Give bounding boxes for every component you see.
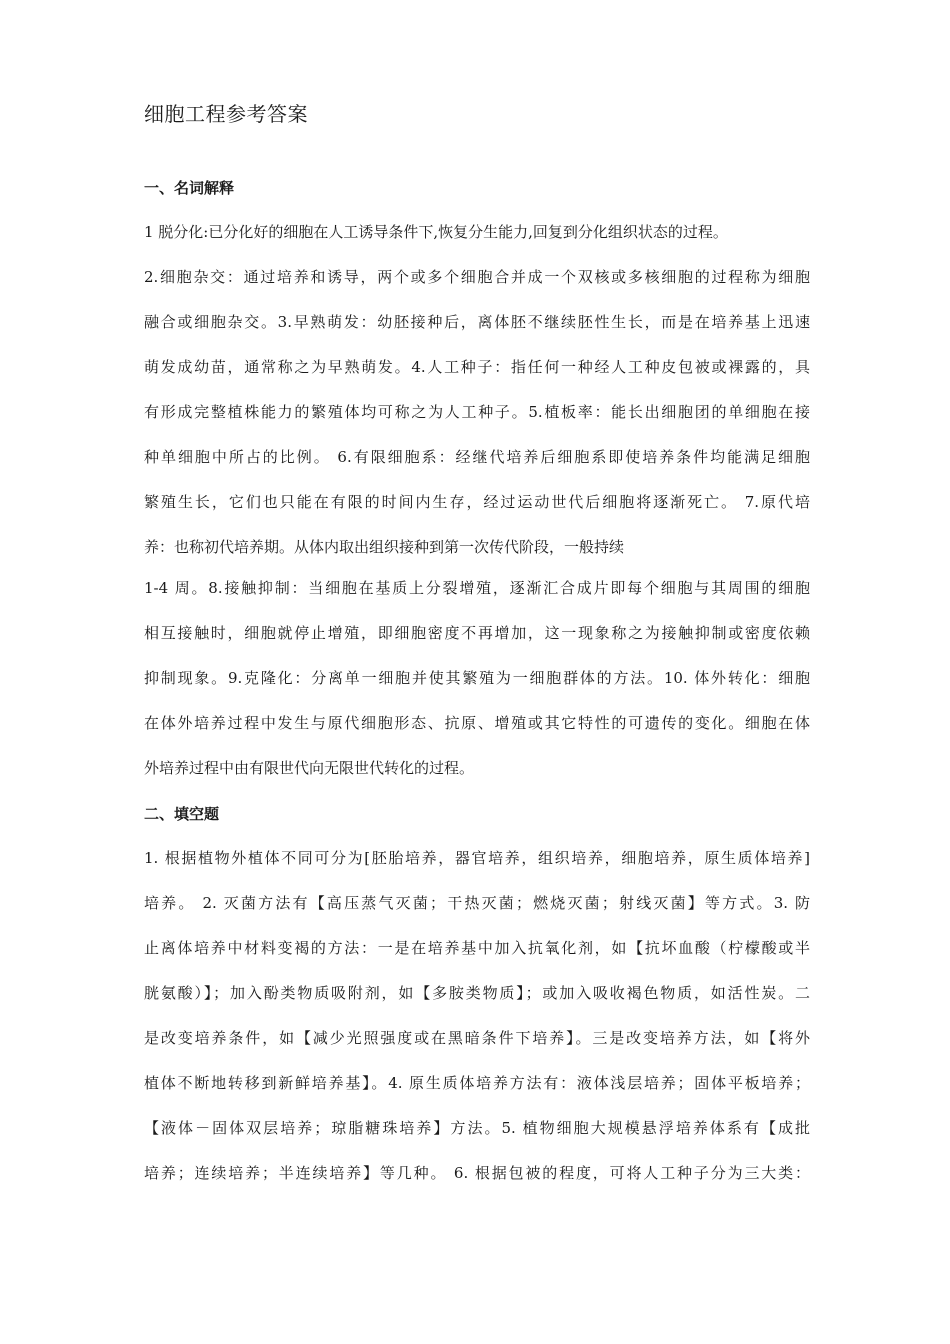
definitions-paragraph-3 [144, 566, 810, 791]
text-line: 在体外培养过程中发生与原代细胞形态、抗原、增殖或其它特性的可遗传的变化。细胞在体 [144, 714, 810, 732]
text-line: 【液体－固体双层培养；琼脂糖珠培养】方法。5. 植物细胞大规模悬浮培养体系有【成批 [144, 1119, 810, 1137]
text-line: 1 脱分化:已分化好的细胞在人工诱导条件下,恢复分生能力,回复到分化组织状态的过程。 [144, 223, 728, 241]
section-heading-fill-in-blanks: 二、填空题 [144, 805, 220, 823]
text-line: 繁殖生长，它们也只能在有限的时间内生存，经过运动世代后细胞将逐渐死亡。 7.原代培 [144, 493, 810, 511]
text-line: 种单细胞中所占的比例。 6.有限细胞系：经继代培养后细胞系即使培养条件均能满足细胞 [144, 448, 810, 466]
text-line: 植体不断地转移到新鲜培养基】。4. 原生质体培养方法有：液体浅层培养；固体平板培养； [144, 1074, 810, 1092]
definitions-paragraph-1 [144, 210, 810, 255]
document-title: 细胞工程参考答案 [144, 102, 308, 126]
text-line: 有形成完整植株能力的繁殖体均可称之为人工种子。5.植板率：能长出细胞团的单细胞在接 [144, 403, 810, 421]
text-line: 1. 根据植物外植体不同可分为[胚胎培养，器官培养，组织培养，细胞培养，原生质体培养] [144, 849, 810, 867]
fill-in-blanks-paragraph [144, 836, 810, 1196]
text-line: 培养；连续培养；半连续培养】等几种。 6. 根据包被的程度，可将人工种子分为三大类： [144, 1164, 810, 1182]
definitions-paragraph-2 [144, 255, 810, 570]
text-line: 萌发成幼苗，通常称之为早熟萌发。4.人工种子：指任何一种经人工种皮包被或裸露的，具 [144, 358, 810, 376]
text-line: 融合或细胞杂交。3.早熟萌发：幼胚接种后，离体胚不继续胚性生长，而是在培养基上迅速 [144, 313, 810, 331]
text-line: 是改变培养条件，如【减少光照强度或在黑暗条件下培养】。三是改变培养方法，如【将外 [144, 1029, 810, 1047]
text-line: 培养。 2. 灭菌方法有【高压蒸气灭菌；干热灭菌；燃烧灭菌；射线灭菌】等方式。3. 防 [144, 894, 810, 912]
text-line: 胱氨酸）】；加入酚类物质吸附剂，如【多胺类物质】；或加入吸收褐色物质，如活性炭。二 [144, 984, 810, 1002]
text-line: 外培养过程中由有限世代向无限世代转化的过程。 [144, 759, 475, 777]
text-line: 养：也称初代培养期。从体内取出组织接种到第一次传代阶段，一般持续 [144, 538, 625, 556]
text-line: 1-4 周。8.接触抑制：当细胞在基质上分裂增殖，逐渐汇合成片即每个细胞与其周围的细胞 [144, 579, 810, 597]
text-line: 止离体培养中材料变褐的方法：一是在培养基中加入抗氧化剂，如【抗坏血酸（柠檬酸或半 [144, 939, 810, 957]
text-line: 抑制现象。9.克隆化：分离单一细胞并使其繁殖为一细胞群体的方法。10. 体外转化：细胞 [144, 669, 810, 687]
section-heading-definitions: 一、名词解释 [144, 179, 235, 197]
text-line: 相互接触时，细胞就停止增殖，即细胞密度不再增加，这一现象称之为接触抑制或密度依赖 [144, 624, 810, 642]
text-line: 2.细胞杂交：通过培养和诱导，两个或多个细胞合并成一个双核或多核细胞的过程称为细胞 [144, 268, 810, 286]
